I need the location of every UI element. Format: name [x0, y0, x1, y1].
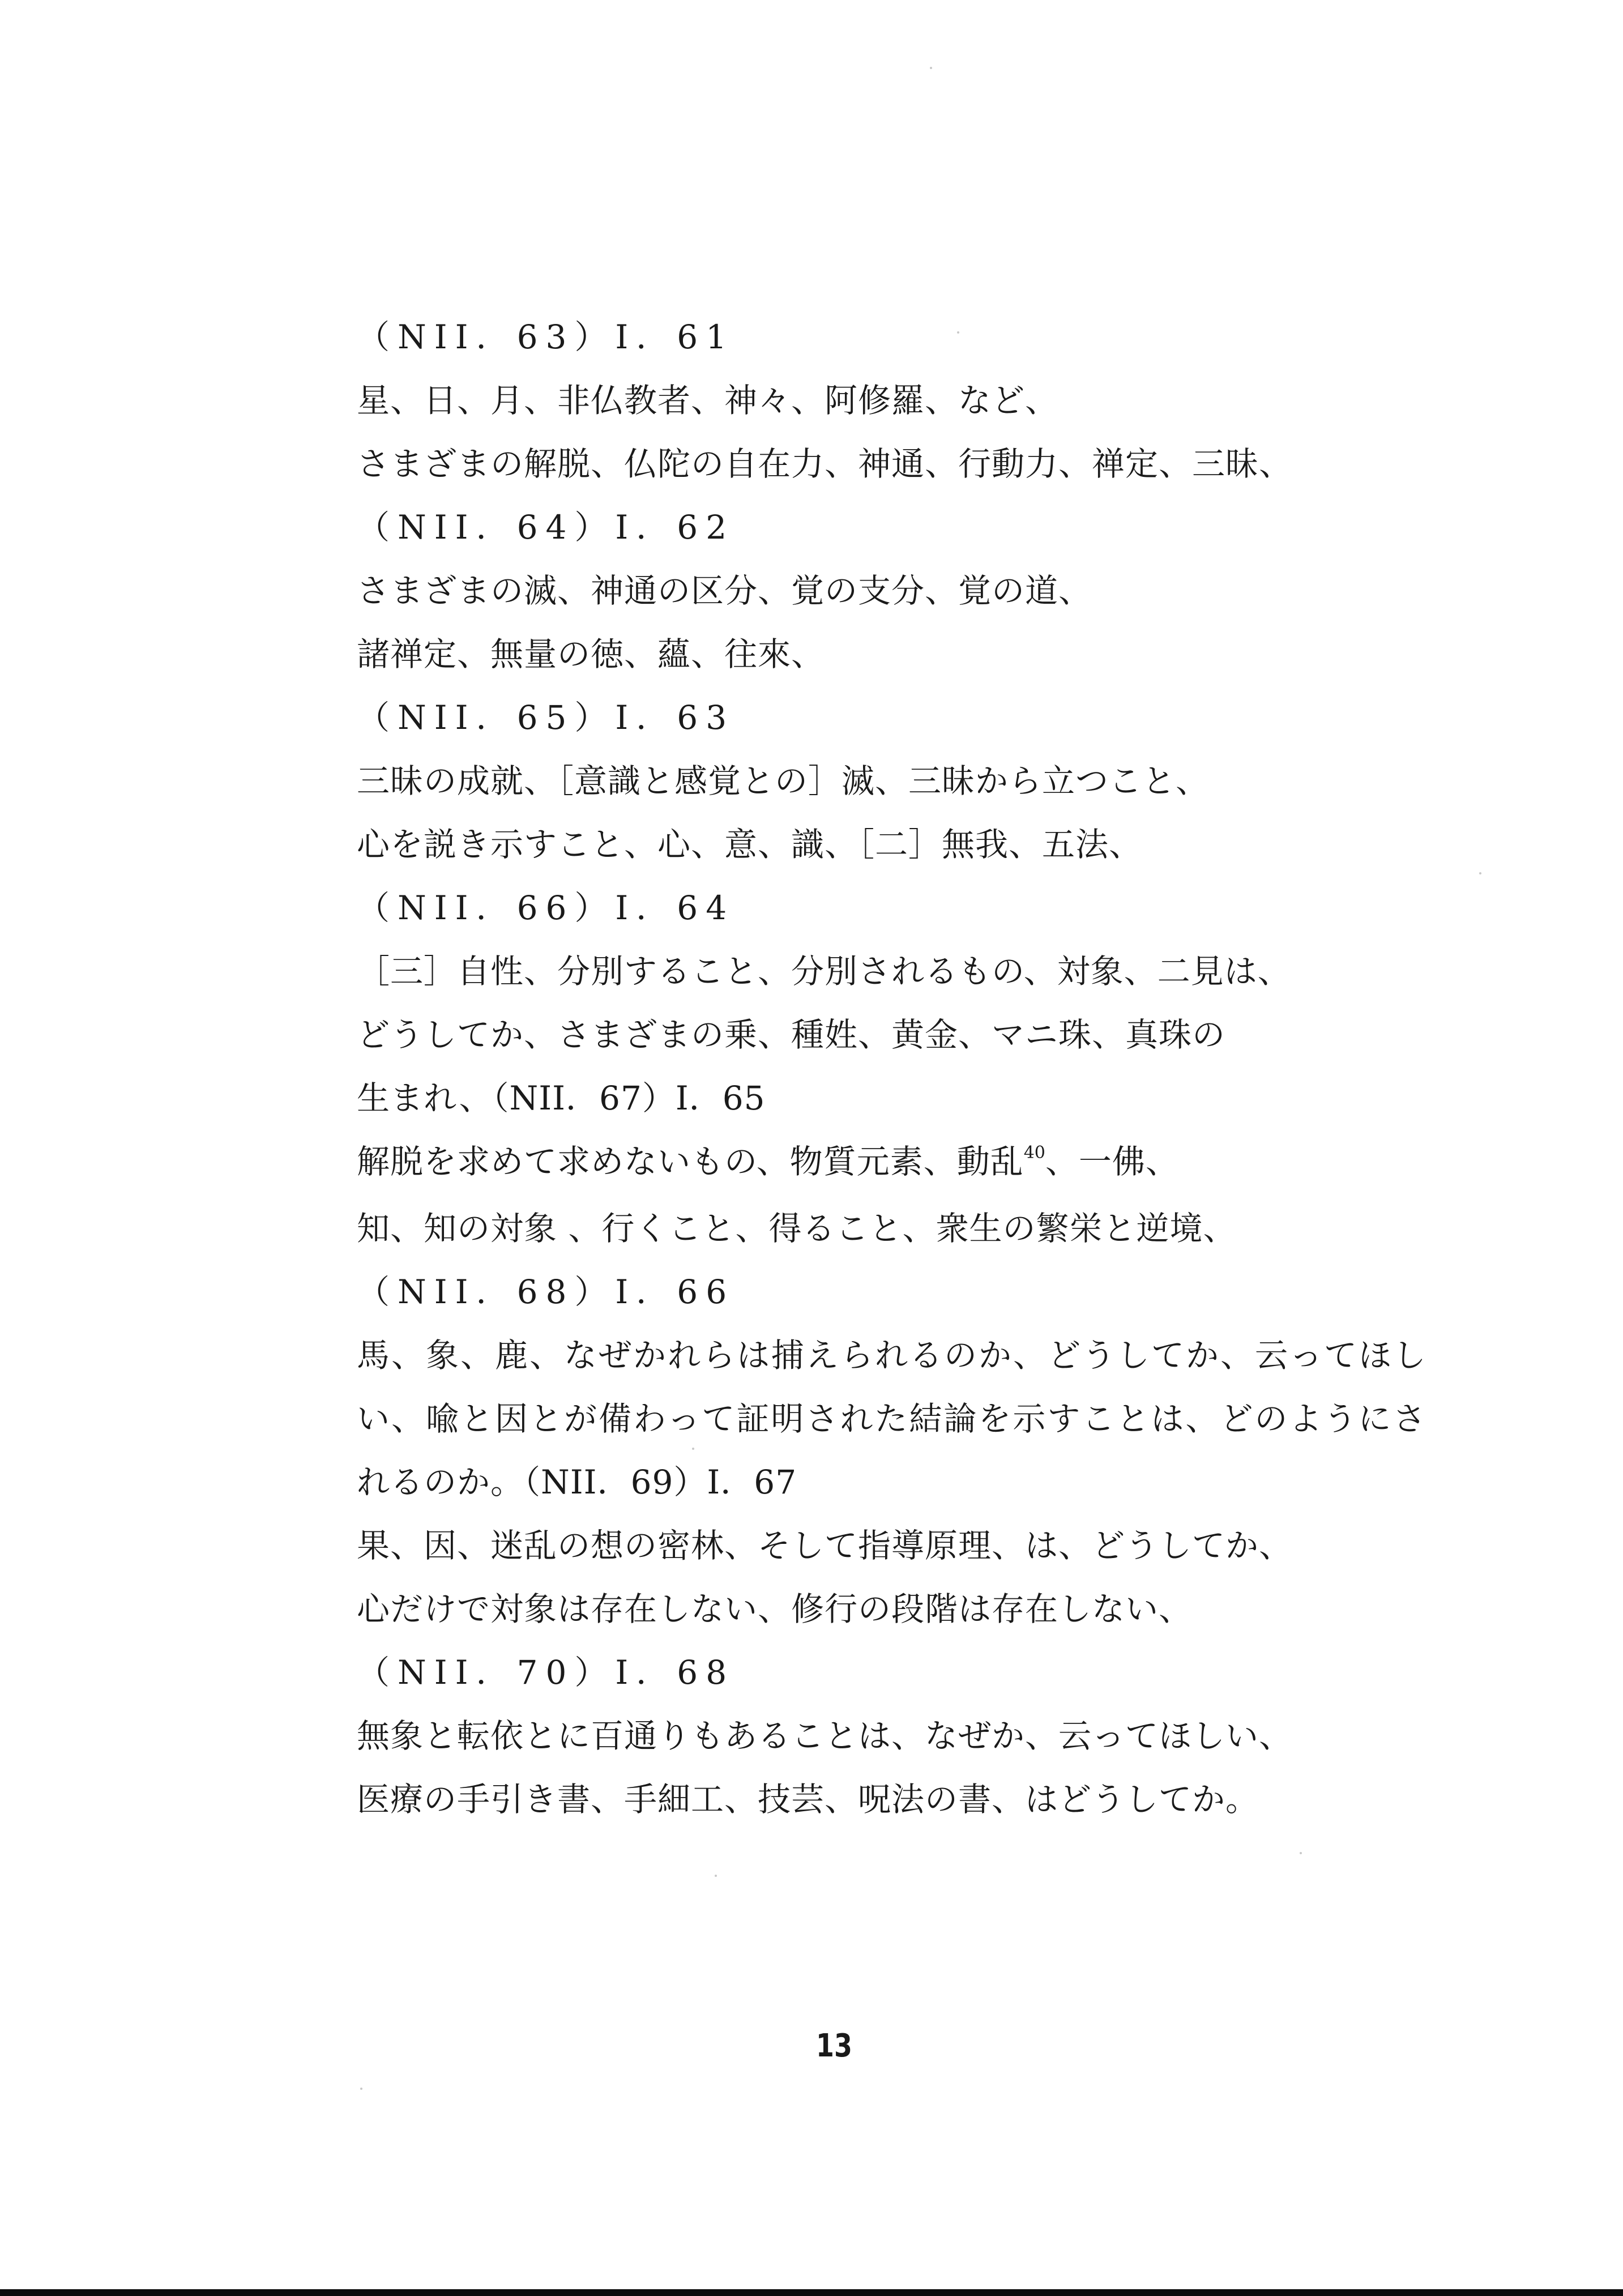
section-reference: （NII．64）I．62 — [357, 508, 735, 547]
text-line: 馬、象、鹿、なぜかれらは捕えられるのか、どうしてか、云ってほし — [357, 1336, 1428, 1375]
footnote-marker[interactable]: 40 — [1023, 1143, 1045, 1163]
section-reference: （NII．65）I．63 — [357, 698, 735, 737]
section-reference: （NII．63）I．61 — [357, 318, 735, 356]
footnote-line-text-before: 解脱を求めて求めないもの、物質元素、動乱 — [357, 1142, 1024, 1181]
text-line: ［三］自性、分別すること、分別されるもの、対象、二見は、 — [357, 952, 1291, 991]
scan-speck — [360, 2088, 362, 2090]
scan-speck — [692, 1448, 694, 1450]
text-line-with-footnote — [357, 1139, 1399, 1206]
scan-edge-bar — [0, 2289, 1623, 2296]
page-number: 13 — [816, 2028, 852, 2064]
text-line: さまざまの解脱、仏陀の自在力、神通、行動力、禅定、三昧、 — [357, 445, 1293, 483]
text-line: 知、知の対象 、行くこと、得ること、衆生の繁栄と逆境、 — [357, 1209, 1237, 1248]
scan-speck — [1300, 1852, 1302, 1854]
text-line: 諸禅定、無量の徳、蘊、往來、 — [357, 635, 825, 673]
text-line: 三昧の成就、［意識と感覚との］滅、三昧から立つこと、 — [357, 762, 1210, 800]
text-line-with-reference: れるのか。（NII．69）I．67 — [357, 1463, 797, 1501]
section-reference: （NII．66）I．64 — [357, 889, 735, 927]
text-line: 心だけで対象は存在しない、修行の段階は存在しない、 — [357, 1590, 1193, 1628]
text-line: 星、日、月、非仏教者、神々、阿修羅、など、 — [357, 381, 1059, 420]
footnote-line-text-after: 、一佛、 — [1045, 1142, 1179, 1181]
text-line: さまざまの滅、神通の区分、覚の支分、覚の道、 — [357, 571, 1092, 610]
text-line: 医療の手引き書、手細工、技芸、呪法の書、はどうしてか。 — [357, 1780, 1259, 1819]
text-line: 無象と転依とに百通りもあることは、なぜか、云ってほしい、 — [357, 1717, 1293, 1755]
text-line: 心を説き示すこと、心、意、識、［二］無我、五法、 — [357, 825, 1143, 864]
body-text — [357, 314, 1428, 1840]
scan-speck — [715, 1875, 717, 1877]
scan-speck — [930, 67, 932, 69]
text-line: どうしてか、さまざまの乗、種姓、黄金、マニ珠、真珠の — [357, 1015, 1226, 1054]
text-line: 果、因、迷乱の想の密林、そして指導原理、は、どうしてか、 — [357, 1526, 1293, 1565]
section-reference: （NII．70）I．68 — [357, 1653, 735, 1692]
text-line-with-reference: 生まれ、（NII．67）I．65 — [357, 1079, 766, 1117]
text-line: い、喩と因とが備わって証明された結論を示すことは、どのようにさ — [357, 1399, 1428, 1438]
scan-speck — [1479, 872, 1481, 874]
section-reference: （NII．68）I．66 — [357, 1273, 735, 1311]
scan-speck — [957, 331, 959, 334]
